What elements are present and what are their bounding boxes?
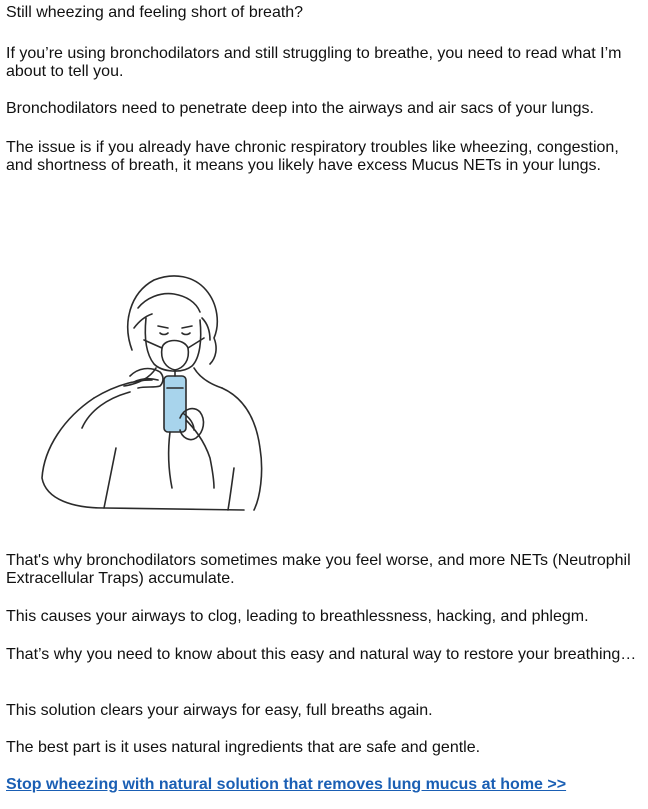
paragraph-bronchodilators-warning: If you’re using bronchodilators and still struggling to breathe, you need to read what I’m about to tell you. (6, 45, 622, 80)
paragraph-intro: Still wheezing and feeling short of breath? (6, 4, 304, 21)
paragraph-natural-way: That’s why you need to know about this easy and natural way to restore your breathing… (6, 646, 637, 663)
paragraph-penetrate: Bronchodilators need to penetrate deep into the airways and air sacs of your lungs. (6, 100, 594, 117)
paragraph-feel-worse: That's why bronchodilators sometimes make you feel worse, and more NETs (Neutrophil Extracellular Traps) accumulate. (6, 552, 631, 587)
paragraph-solution: This solution clears your airways for easy, full breaths again. (6, 702, 433, 719)
paragraph-clog: This causes your airways to clog, leading to breathlessness, hacking, and phlegm. (6, 608, 589, 625)
inhaler-illustration (34, 268, 274, 518)
paragraph-mucus-nets: The issue is if you already have chronic respiratory troubles like wheezing, congestion, and shortness of breath, it means you likely have excess Mucus NETs in your lungs. (6, 139, 619, 174)
cta-link[interactable]: Stop wheezing with natural solution that removes lung mucus at home >> (6, 776, 567, 793)
paragraph-best-part: The best part is it uses natural ingredients that are safe and gentle. (6, 739, 481, 756)
